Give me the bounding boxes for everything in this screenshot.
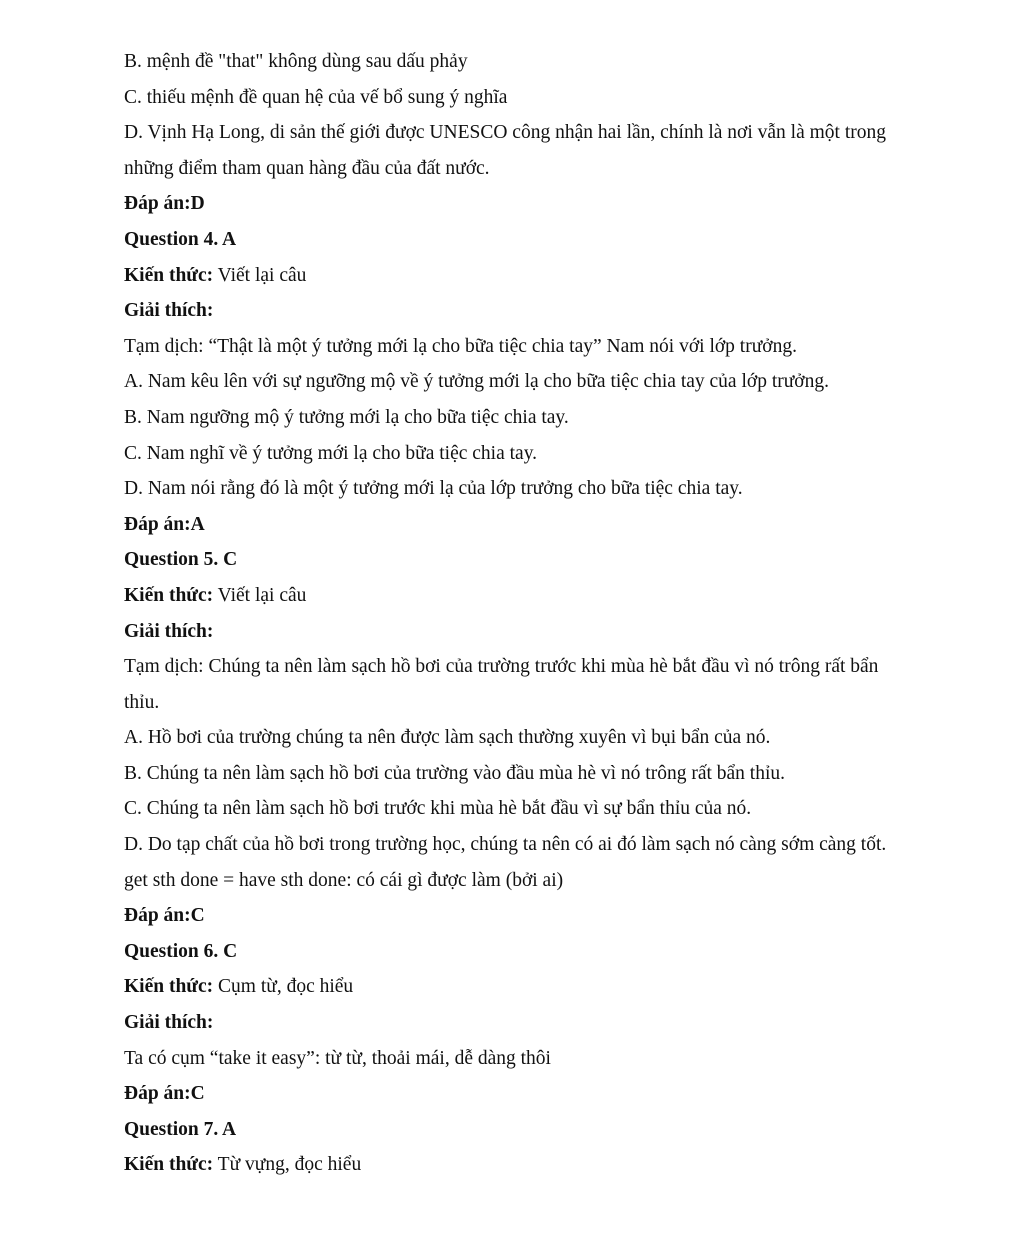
body-text-line: Tạm dịch: “Thật là một ý tưởng mới lạ cho bữa tiệc chia tay” Nam nói với lớp trưởng. xyxy=(124,335,797,357)
body-text-line: A. Nam kêu lên với sự ngưỡng mộ về ý tưởng mới lạ cho bữa tiệc chia tay của lớp trưởng. xyxy=(124,371,829,393)
knowledge-line xyxy=(124,1147,914,1183)
body-text-line: C. thiếu mệnh đề quan hệ của vế bổ sung ý nghĩa xyxy=(124,86,508,108)
knowledge-label: Kiến thức: xyxy=(124,264,214,286)
body-text-line: D. Nam nói rằng đó là một ý tưởng mới lạ của lớp trưởng cho bữa tiệc chia tay. xyxy=(124,478,743,500)
knowledge-line xyxy=(124,578,914,614)
body-text-line: C. Chúng ta nên làm sạch hồ bơi trước khi mùa hè bắt đầu vì sự bẩn thỉu của nó. xyxy=(124,798,752,820)
knowledge-value: Viết lại câu xyxy=(213,584,307,606)
knowledge-line xyxy=(124,258,914,294)
body-text-line: B. Nam ngưỡng mộ ý tưởng mới lạ cho bữa tiệc chia tay. xyxy=(124,406,569,428)
body-text-line: get sth done = have sth done: có cái gì được làm (bởi ai) xyxy=(124,869,564,891)
question-heading: Question 7. A xyxy=(124,1118,237,1140)
body-text-line: A. Hồ bơi của trường chúng ta nên được làm sạch thường xuyên vì bụi bẩn của nó. xyxy=(124,727,771,749)
knowledge-value: Từ vựng, đọc hiểu xyxy=(213,1154,362,1176)
body-text-line: C. Nam nghĩ về ý tưởng mới lạ cho bữa tiệc chia tay. xyxy=(124,442,538,464)
knowledge-label: Kiến thức: xyxy=(124,584,214,606)
knowledge-value: Cụm từ, đọc hiểu xyxy=(213,976,354,998)
explanation-label: Giải thích: xyxy=(124,300,214,322)
body-text-line: Ta có cụm “take it easy”: từ từ, thoải mái, dễ dàng thôi xyxy=(124,1047,551,1069)
question-heading: Question 6. C xyxy=(124,940,238,962)
knowledge-label: Kiến thức: xyxy=(124,976,214,998)
document-page xyxy=(124,44,914,1183)
answer-line: Đáp án:D xyxy=(124,193,205,215)
body-text-line: D. Vịnh Hạ Long, di sản thế giới được UNESCO công nhận hai lần, chính là nơi vẫn là một trong những điểm tham quan hàng đầu của đất nước. xyxy=(124,122,886,179)
knowledge-label: Kiến thức: xyxy=(124,1154,214,1176)
body-text-line: Tạm dịch: Chúng ta nên làm sạch hồ bơi của trường trước khi mùa hè bắt đầu vì nó trông rất bẩn thỉu. xyxy=(124,656,879,713)
question-heading: Question 5. C xyxy=(124,549,238,571)
answer-line: Đáp án:A xyxy=(124,513,205,535)
explanation-label: Giải thích: xyxy=(124,620,214,642)
answer-line: Đáp án:C xyxy=(124,1083,205,1105)
question-heading: Question 4. A xyxy=(124,228,237,250)
explanation-label: Giải thích: xyxy=(124,1012,214,1034)
knowledge-value: Viết lại câu xyxy=(213,264,307,286)
body-text-line: B. mệnh đề "that" không dùng sau dấu phảy xyxy=(124,51,468,72)
body-text-line: B. Chúng ta nên làm sạch hồ bơi của trường vào đầu mùa hè vì nó trông rất bẩn thỉu. xyxy=(124,762,786,784)
knowledge-line xyxy=(124,969,914,1005)
answer-line: Đáp án:C xyxy=(124,905,205,927)
body-text-line: D. Do tạp chất của hồ bơi trong trường học, chúng ta nên có ai đó làm sạch nó càng sớm càng tốt. xyxy=(124,834,887,856)
